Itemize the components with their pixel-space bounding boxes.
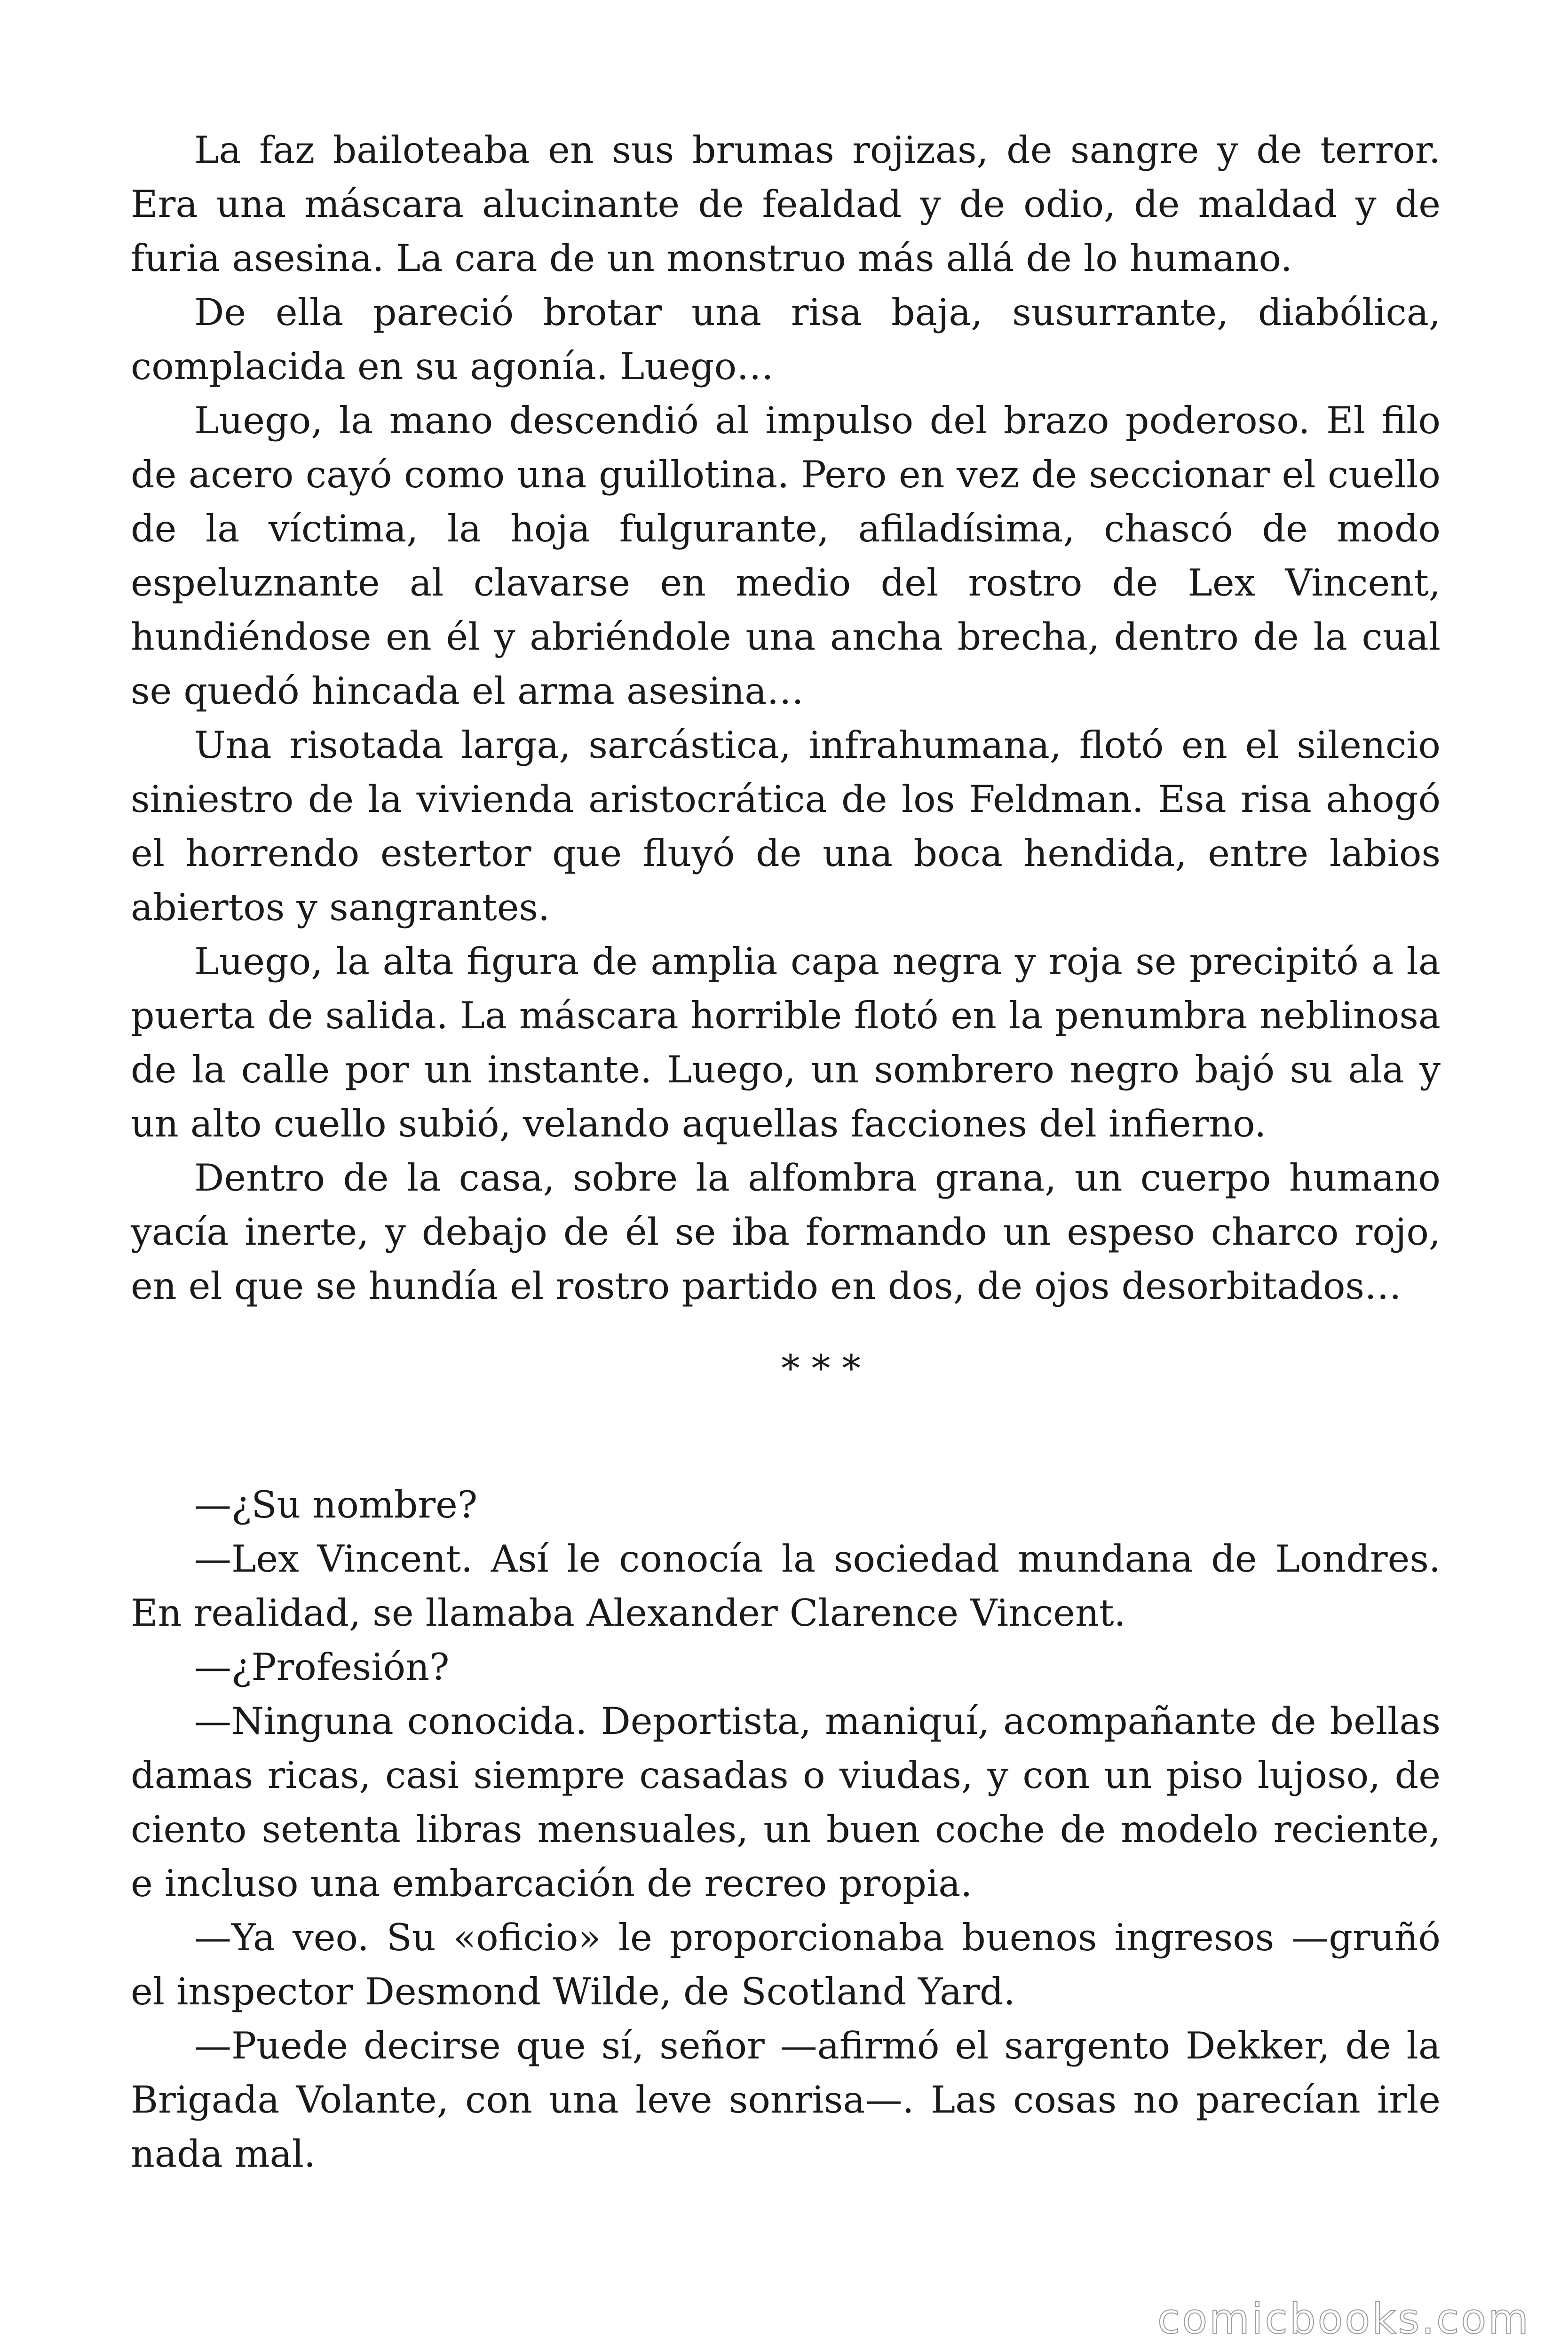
paragraph: Una risotada larga, sarcástica, infrahumana, flotó en el silencio siniestro de la vivienda aristocrática de los Feldman. Esa risa ahogó el horrendo estertor que fluyó de una boca hendida, entre labios abiertos y sangrantes. [131,723,1441,929]
paragraph: La faz bailoteaba en sus brumas rojizas, de sangre y de terror. Era una máscara alucinante de fealdad y de odio, de maldad y de furia asesina. La cara de un monstruo más allá de lo humano. [131,128,1441,280]
paragraph: Dentro de la casa, sobre la alfombra grana, un cuerpo humano yacía inerte, y debajo de él se iba formando un espeso charco rojo, en el que se hundía el rostro partido en dos, de ojos desorbitados… [131,1156,1441,1308]
dialogue-line: —¿Profesión? [194,1645,450,1689]
paragraph: De ella pareció brotar una risa baja, susurrante, diabólica, complacida en su agonía. Luego… [131,291,1441,388]
dialogue-line: —Ya veo. Su «oficio» le proporcionaba buenos ingresos —gruñó el inspector Desmond Wilde, de Scotland Yard. [131,1916,1441,2013]
paragraph: Luego, la mano descendió al impulso del brazo poderoso. El filo de acero cayó como una guillotina. Pero en vez de seccionar el cuello de la víctima, la hoja fulgurante, afiladísima, chascó de modo espeluznante al clavarse en medio del rostro de Lex Vincent, hundiéndose en él y abriéndole una ancha brecha, dentro de la cual se quedó hincada el arma asesina… [131,399,1441,713]
scene-break: * * * [781,1347,861,1390]
dialogue-line: —Puede decirse que sí, señor —afirmó el sargento Dekker, de la Brigada Volante, con una leve sonrisa—. Las cosas no parecían irle nada mal. [131,2024,1441,2176]
paragraph: Luego, la alta figura de amplia capa negra y roja se precipitó a la puerta de salida. La máscara horrible flotó en la penumbra neblinosa de la calle por un instante. Luego, un sombrero negro bajó su ala y un alto cuello subió, velando aquellas facciones del infierno. [131,940,1441,1145]
dialogue-line: —¿Su nombre? [194,1483,478,1526]
watermark: comicbooks.com [1157,2295,1530,2343]
dialogue-line: —Lex Vincent. Así le conocía la sociedad mundana de Londres. En realidad, se llamaba Alexander Clarence Vincent. [131,1537,1441,1635]
page-text [131,123,1441,2181]
dialogue-line: —Ninguna conocida. Deportista, maniquí, acompañante de bellas damas ricas, casi siempre casadas o viudas, y con un piso lujoso, de ciento setenta libras mensuales, un buen coche de modelo reciente, e incluso una embarcación de recreo propia. [131,1700,1441,1905]
